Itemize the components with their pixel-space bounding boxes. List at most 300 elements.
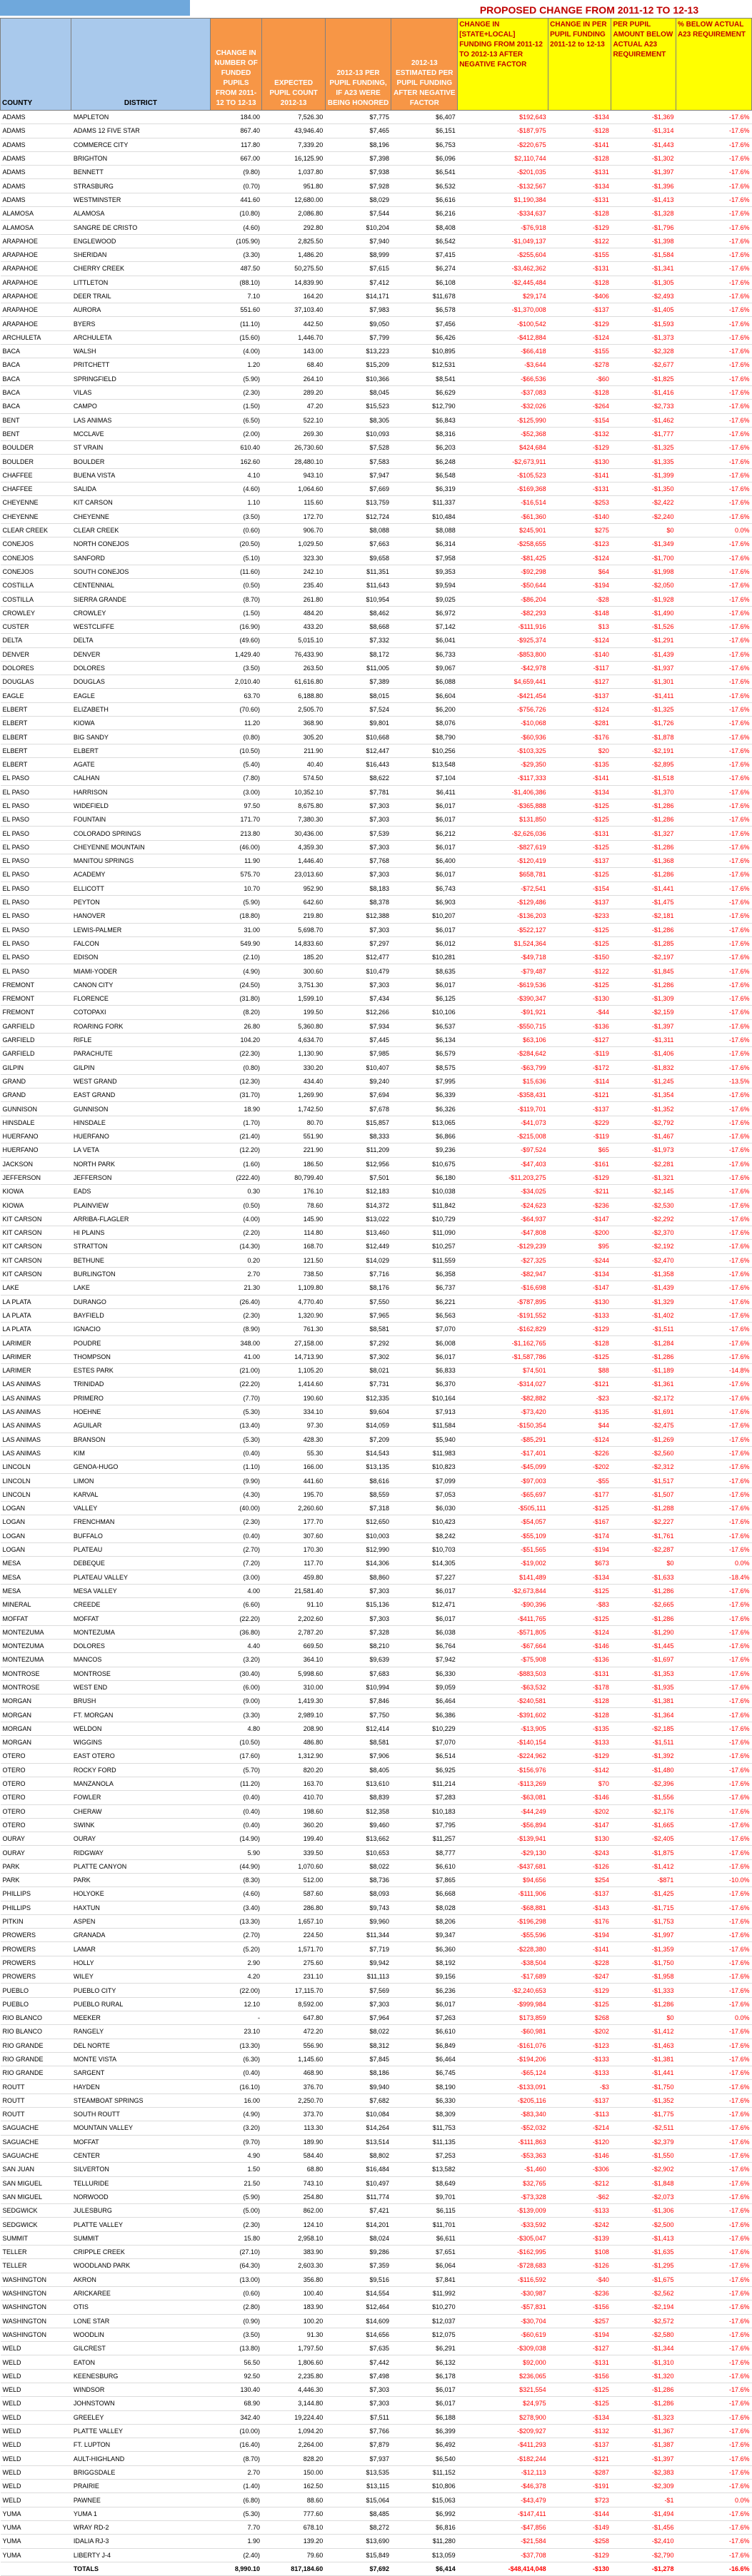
cell-county: EL PASO — [1, 868, 71, 882]
cell-amount-below: -$1,456 — [611, 2520, 676, 2534]
cell-expected-count: 410.70 — [262, 1791, 325, 1804]
cell-per-pupil-negative: $6,180 — [391, 1171, 458, 1184]
cell-change-pupils: (15.60) — [210, 330, 262, 344]
cell-change-funding: -$129,486 — [458, 895, 548, 909]
cell-change-funding: -$10,068 — [458, 717, 548, 730]
cell-county: ADAMS — [1, 124, 71, 138]
cell-change-funding: -$63,081 — [458, 1791, 548, 1804]
table-row — [1, 1171, 752, 1184]
cell-change-funding: -$228,380 — [458, 1942, 548, 1956]
cell-per-pupil-negative: $6,610 — [391, 1859, 458, 1873]
table-row — [1, 179, 752, 193]
cell-amount-below: -$2,192 — [611, 1240, 676, 1253]
cell-amount-below: -$1,349 — [611, 537, 676, 551]
cell-amount-below: -$1,467 — [611, 1129, 676, 1143]
cell-per-pupil-a23: $8,088 — [325, 523, 391, 537]
table-row — [1, 2507, 752, 2520]
cell-change-pupils: (13.40) — [210, 1419, 262, 1433]
cell-percent-below: -17.6% — [676, 2190, 751, 2203]
cell-district: SPRINGFIELD — [71, 372, 210, 385]
cell-change-pupils: (222.40) — [210, 1171, 262, 1184]
table-row — [1, 496, 752, 510]
cell-county: LARIMER — [1, 1364, 71, 1378]
table-row — [1, 1612, 752, 1625]
cell-expected-count: 1,742.50 — [262, 1102, 325, 1116]
cell-change-per-pupil: -$128 — [548, 1708, 611, 1722]
cell-change-funding: -$314,027 — [458, 1378, 548, 1391]
cell-percent-below: -17.6% — [676, 772, 751, 785]
cell-expected-count: 434.40 — [262, 1074, 325, 1088]
cell-per-pupil-negative: $13,065 — [391, 1116, 458, 1129]
cell-county: SEDGWICK — [1, 2218, 71, 2231]
cell-change-pupils: 5.90 — [210, 1846, 262, 1859]
cell-change-per-pupil: -$129 — [548, 317, 611, 330]
header-per-pupil-a23: 2012-13 PER PUPIL FUNDING, IF A23 WERE BEING HONORED — [325, 19, 391, 111]
cell-change-funding: -$728,683 — [458, 2259, 548, 2273]
table-row — [1, 840, 752, 854]
cell-expected-count: 584.40 — [262, 2148, 325, 2162]
cell-per-pupil-negative: $11,337 — [391, 496, 458, 510]
cell-per-pupil-negative: $6,616 — [391, 193, 458, 206]
cell-per-pupil-negative: $8,076 — [391, 717, 458, 730]
cell-change-pupils: (12.30) — [210, 1074, 262, 1088]
cell-percent-below: -17.6% — [676, 868, 751, 882]
table-row — [1, 2480, 752, 2493]
cell-change-per-pupil: -$228 — [548, 1956, 611, 1969]
cell-change-per-pupil: $723 — [548, 2493, 611, 2507]
cell-change-per-pupil: -$128 — [548, 1694, 611, 1708]
cell-district: CREEDE — [71, 1598, 210, 1612]
table-row — [1, 413, 752, 427]
cell-amount-below: -$2,562 — [611, 2286, 676, 2300]
cell-percent-below: -17.6% — [676, 964, 751, 978]
cell-percent-below: -17.6% — [676, 2480, 751, 2493]
cell-per-pupil-negative: $6,407 — [391, 111, 458, 124]
cell-county: EL PASO — [1, 840, 71, 854]
cell-change-funding: $94,656 — [458, 1874, 548, 1887]
cell-per-pupil-a23: $12,724 — [325, 510, 391, 523]
cell-change-funding: $1,524,364 — [458, 936, 548, 950]
cell-change-funding: -$756,726 — [458, 702, 548, 716]
cell-percent-below: -17.6% — [676, 2231, 751, 2245]
cell-per-pupil-a23: $10,479 — [325, 964, 391, 978]
cell-amount-below: -$1,333 — [611, 1984, 676, 1997]
cell-amount-below: -$2,560 — [611, 1446, 676, 1460]
cell-per-pupil-a23: $8,186 — [325, 2066, 391, 2080]
cell-expected-count: 777.60 — [262, 2507, 325, 2520]
table-row — [1, 1557, 752, 1570]
cell-amount-below: -$1,325 — [611, 702, 676, 716]
cell-amount-below: -$1,369 — [611, 111, 676, 124]
cell-change-funding: -$37,083 — [458, 385, 548, 399]
cell-change-funding: -$220,675 — [458, 138, 548, 151]
cell-change-per-pupil: -$124 — [548, 634, 611, 647]
cell-per-pupil-a23: $8,581 — [325, 1323, 391, 1336]
cell-amount-below: -$1,286 — [611, 923, 676, 936]
cell-district: MANCOS — [71, 1653, 210, 1667]
cell-change-funding: -$139,941 — [458, 1832, 548, 1846]
cell-per-pupil-negative: $6,178 — [391, 2369, 458, 2383]
cell-per-pupil-negative: $6,578 — [391, 303, 458, 317]
cell-per-pupil-a23: $8,045 — [325, 385, 391, 399]
cell-amount-below: -$2,790 — [611, 2548, 676, 2562]
cell-change-pupils: 41.00 — [210, 1350, 262, 1363]
cell-district: PRITCHETT — [71, 358, 210, 372]
cell-per-pupil-negative: $11,257 — [391, 1832, 458, 1846]
cell-district: NORWOOD — [71, 2190, 210, 2203]
cell-district: WIGGINS — [71, 1736, 210, 1749]
cell-district: PEYTON — [71, 895, 210, 909]
cell-county: WELD — [1, 2424, 71, 2438]
cell-percent-below: -17.6% — [676, 799, 751, 812]
cell-county: GILPIN — [1, 1061, 71, 1074]
cell-district: BENNETT — [71, 166, 210, 179]
cell-change-funding: -$19,002 — [458, 1557, 548, 1570]
cell-district: ROCKY FORD — [71, 1763, 210, 1777]
cell-percent-below: -17.6% — [676, 2039, 751, 2052]
cell-percent-below: -17.6% — [676, 2108, 751, 2121]
cell-expected-count: 1,037.80 — [262, 166, 325, 179]
cell-district: LAS ANIMAS — [71, 413, 210, 427]
cell-change-funding: -$309,038 — [458, 2342, 548, 2355]
cell-amount-below: -$2,181 — [611, 909, 676, 923]
cell-percent-below: -17.6% — [676, 1722, 751, 1735]
cell-expected-count: 269.30 — [262, 427, 325, 440]
cell-expected-count: 3,144.80 — [262, 2397, 325, 2410]
cell-change-per-pupil: -$122 — [548, 964, 611, 978]
cell-expected-count: 486.80 — [262, 1736, 325, 1749]
cell-expected-count: 2,989.10 — [262, 1708, 325, 1722]
cell-percent-below: -17.6% — [676, 441, 751, 455]
cell-change-per-pupil: -$137 — [548, 2093, 611, 2107]
cell-per-pupil-negative: $6,399 — [391, 2424, 458, 2438]
cell-per-pupil-a23: $13,610 — [325, 1777, 391, 1790]
cell-amount-below: -$1,361 — [611, 1378, 676, 1391]
cell-expected-count: 2,505.70 — [262, 702, 325, 716]
cell-per-pupil-negative: $7,841 — [391, 2273, 458, 2286]
cell-change-funding: -$85,291 — [458, 1433, 548, 1446]
cell-percent-below: -17.6% — [676, 276, 751, 289]
cell-per-pupil-a23: $7,775 — [325, 111, 391, 124]
cell-per-pupil-negative: $10,256 — [391, 744, 458, 757]
cell-per-pupil-a23: $9,516 — [325, 2273, 391, 2286]
cell-county: ARAPAHOE — [1, 303, 71, 317]
cell-per-pupil-negative: $11,280 — [391, 2535, 458, 2548]
cell-expected-count: 190.60 — [262, 1391, 325, 1405]
cell-change-pupils: (16.40) — [210, 2438, 262, 2452]
table-row — [1, 400, 752, 413]
cell-change-funding: -$111,863 — [458, 2135, 548, 2148]
cell-per-pupil-negative: $6,540 — [391, 2452, 458, 2465]
cell-per-pupil-a23: $12,183 — [325, 1185, 391, 1198]
cell-percent-below: -17.6% — [676, 634, 751, 647]
cell-district: DEER TRAIL — [71, 289, 210, 303]
cell-county: WELD — [1, 2452, 71, 2465]
cell-per-pupil-a23: $13,514 — [325, 2135, 391, 2148]
cell-per-pupil-negative: $11,584 — [391, 1419, 458, 1433]
header-county: COUNTY — [1, 19, 71, 111]
cell-change-per-pupil: -$287 — [548, 2465, 611, 2479]
cell-county: KIT CARSON — [1, 1226, 71, 1240]
cell-county: KIT CARSON — [1, 1212, 71, 1226]
cell-amount-below: -$1,526 — [611, 620, 676, 633]
cell-district: PLATTE VALLEY — [71, 2424, 210, 2438]
cell-per-pupil-negative: $6,319 — [391, 483, 458, 496]
cell-county: ALAMOSA — [1, 207, 71, 221]
cell-per-pupil-a23: $10,653 — [325, 1846, 391, 1859]
cell-county: MESA — [1, 1557, 71, 1570]
cell-district: TELLURIDE — [71, 2176, 210, 2190]
cell-percent-below: -17.6% — [676, 1653, 751, 1667]
table-row — [1, 689, 752, 702]
cell-change-pupils: (5.30) — [210, 2507, 262, 2520]
cell-change-per-pupil: -$137 — [548, 1887, 611, 1901]
cell-change-funding: -$47,403 — [458, 1157, 548, 1171]
cell-change-pupils: (2.20) — [210, 1226, 262, 1240]
cell-county: ARAPAHOE — [1, 234, 71, 248]
cell-expected-count: 224.50 — [262, 1929, 325, 1942]
cell-per-pupil-negative: $11,992 — [391, 2286, 458, 2300]
table-row — [1, 1708, 752, 1722]
cell-per-pupil-negative: $6,108 — [391, 276, 458, 289]
cell-change-funding: -$205,116 — [458, 2093, 548, 2107]
cell-change-funding: -$33,592 — [458, 2218, 548, 2231]
cell-per-pupil-negative: $10,106 — [391, 1006, 458, 1019]
cell-per-pupil-negative: $6,326 — [391, 1102, 458, 1116]
cell-county: RIO GRANDE — [1, 2039, 71, 2052]
cell-change-funding: $29,174 — [458, 289, 548, 303]
cell-amount-below: -$1,845 — [611, 964, 676, 978]
cell-per-pupil-negative: $9,701 — [391, 2190, 458, 2203]
cell-per-pupil-negative: $6,745 — [391, 2066, 458, 2080]
cell-district: COTOPAXI — [71, 1006, 210, 1019]
cell-district: BRIGGSDALE — [71, 2465, 210, 2479]
cell-county: MONTEZUMA — [1, 1639, 71, 1652]
cell-amount-below: -$2,383 — [611, 2465, 676, 2479]
cell-percent-below: -17.6% — [676, 1749, 751, 1763]
cell-per-pupil-negative: $6,236 — [391, 1984, 458, 1997]
cell-change-pupils: (0.50) — [210, 579, 262, 592]
cell-district: DURANGO — [71, 1295, 210, 1308]
cell-change-pupils: (0.40) — [210, 1791, 262, 1804]
cell-change-funding: -$41,073 — [458, 1116, 548, 1129]
cell-amount-below: -$1,286 — [611, 1350, 676, 1363]
cell-amount-below: -$1,286 — [611, 1584, 676, 1597]
cell-percent-below: -17.6% — [676, 1625, 751, 1639]
cell-district: BRIGHTON — [71, 151, 210, 165]
table-row — [1, 427, 752, 440]
cell-expected-count: 8,675.80 — [262, 799, 325, 812]
cell-change-per-pupil: -$155 — [548, 248, 611, 261]
cell-percent-below: -17.6% — [676, 483, 751, 496]
cell-county: LINCOLN — [1, 1460, 71, 1474]
cell-per-pupil-a23: $7,539 — [325, 827, 391, 840]
cell-amount-below: -$1,412 — [611, 1859, 676, 1873]
table-row — [1, 1212, 752, 1226]
cell-expected-count: 100.20 — [262, 2314, 325, 2328]
cell-expected-count: 164.20 — [262, 289, 325, 303]
cell-change-per-pupil: -$128 — [548, 207, 611, 221]
table-row — [1, 2190, 752, 2203]
cell-county: ROUTT — [1, 2093, 71, 2107]
cell-change-per-pupil: -$194 — [548, 579, 611, 592]
cell-expected-count: 2,260.60 — [262, 1501, 325, 1515]
cell-amount-below: -$1,463 — [611, 2039, 676, 2052]
cell-per-pupil-a23: $13,022 — [325, 1212, 391, 1226]
table-row — [1, 551, 752, 565]
table-row — [1, 964, 752, 978]
table-row — [1, 978, 752, 991]
cell-county: OTERO — [1, 1749, 71, 1763]
cell-expected-count: 219.80 — [262, 909, 325, 923]
cell-per-pupil-negative: $6,008 — [391, 1336, 458, 1350]
cell-per-pupil-a23: $7,328 — [325, 1625, 391, 1639]
cell-change-per-pupil: -$147 — [548, 1281, 611, 1295]
cell-amount-below: -$1,314 — [611, 124, 676, 138]
cell-percent-below: -17.6% — [676, 1212, 751, 1226]
cell-change-per-pupil: -$177 — [548, 1487, 611, 1501]
table-row — [1, 345, 752, 358]
cell-amount-below: -$1,354 — [611, 1089, 676, 1102]
cell-expected-count: 1,070.60 — [262, 1859, 325, 1873]
cell-per-pupil-a23: $7,678 — [325, 1102, 391, 1116]
cell-per-pupil-a23: $12,335 — [325, 1391, 391, 1405]
cell-county: RIO GRANDE — [1, 2066, 71, 2080]
cell-county: WELD — [1, 2480, 71, 2493]
cell-expected-count: 1,145.60 — [262, 2052, 325, 2066]
cell-expected-count: 574.50 — [262, 772, 325, 785]
cell-expected-count: 76,433.90 — [262, 647, 325, 661]
cell-county: LAS ANIMAS — [1, 1391, 71, 1405]
cell-percent-below: -17.6% — [676, 358, 751, 372]
cell-per-pupil-a23: $7,303 — [325, 813, 391, 827]
cell-county: PITKIN — [1, 1914, 71, 1928]
cell-amount-below: -$1,311 — [611, 1033, 676, 1046]
cell-change-funding: -$67,664 — [458, 1639, 548, 1652]
cell-per-pupil-a23: $7,445 — [325, 1033, 391, 1046]
cell-district: MANITOU SPRINGS — [71, 854, 210, 868]
cell-amount-below: -$2,191 — [611, 744, 676, 757]
cell-expected-count: 231.10 — [262, 1970, 325, 1984]
table-row — [1, 1832, 752, 1846]
cell-expected-count: 176.10 — [262, 1185, 325, 1198]
cell-expected-count: 150.00 — [262, 2465, 325, 2479]
cell-per-pupil-negative: $8,790 — [391, 730, 458, 744]
cell-county: WELD — [1, 2397, 71, 2410]
cell-amount-below: -$1,284 — [611, 1336, 676, 1350]
cell-change-per-pupil: $108 — [548, 2246, 611, 2259]
cell-district: DOLORES — [71, 661, 210, 675]
cell-amount-below: -$1,321 — [611, 1171, 676, 1184]
cell-change-pupils: (2.30) — [210, 2218, 262, 2231]
cell-amount-below: -$1,278 — [611, 2562, 676, 2575]
cell-expected-count: 442.50 — [262, 317, 325, 330]
cell-amount-below: -$1,286 — [611, 813, 676, 827]
cell-change-per-pupil: -$142 — [548, 1763, 611, 1777]
cell-amount-below: -$1,245 — [611, 1074, 676, 1088]
cell-percent-below: -17.6% — [676, 592, 751, 606]
cell-change-funding: -$2,445,484 — [458, 276, 548, 289]
cell-change-funding: -$196,298 — [458, 1914, 548, 1928]
cell-percent-below: -17.6% — [676, 1542, 751, 1556]
cell-per-pupil-negative: $6,115 — [391, 2204, 458, 2218]
cell-change-funding: -$91,921 — [458, 1006, 548, 1019]
cell-expected-count: 339.50 — [262, 1846, 325, 1859]
cell-per-pupil-negative: $8,316 — [391, 427, 458, 440]
cell-county: KIT CARSON — [1, 1267, 71, 1281]
cell-change-per-pupil: -$244 — [548, 1253, 611, 1267]
cell-district: ARCHULETA — [71, 330, 210, 344]
cell-per-pupil-negative: $6,541 — [391, 166, 458, 179]
cell-change-funding: -$47,808 — [458, 1226, 548, 1240]
cell-change-per-pupil: -$141 — [548, 1942, 611, 1956]
cell-change-pupils: (22.00) — [210, 1984, 262, 1997]
cell-percent-below: -17.6% — [676, 2438, 751, 2452]
cell-change-pupils: 4.90 — [210, 2148, 262, 2162]
cell-per-pupil-negative: $9,594 — [391, 579, 458, 592]
cell-change-pupils: (5.90) — [210, 2190, 262, 2203]
cell-per-pupil-negative: $6,400 — [391, 854, 458, 868]
cell-district: PLATTE CANYON — [71, 1859, 210, 1873]
cell-change-funding: -$12,113 — [458, 2465, 548, 2479]
cell-district: NORTH PARK — [71, 1157, 210, 1171]
cell-per-pupil-negative: $6,925 — [391, 1763, 458, 1777]
table-row — [1, 303, 752, 317]
cell-district: PARACHUTE — [71, 1047, 210, 1061]
cell-district: WINDSOR — [71, 2383, 210, 2396]
cell-change-per-pupil: -$236 — [548, 1198, 611, 1212]
cell-percent-below: -17.6% — [676, 2121, 751, 2135]
cell-per-pupil-negative: $6,017 — [391, 813, 458, 827]
cell-change-pupils: (0.40) — [210, 2066, 262, 2080]
cell-per-pupil-negative: $6,314 — [391, 537, 458, 551]
cell-percent-below: -17.6% — [676, 1846, 751, 1859]
cell-change-pupils: 1.90 — [210, 2535, 262, 2548]
cell-district: MONTROSE — [71, 1667, 210, 1680]
cell-change-per-pupil: -$176 — [548, 1914, 611, 1928]
cell-per-pupil-negative: $6,017 — [391, 2397, 458, 2410]
sheet-title: PROPOSED CHANGE FROM 2011-12 TO 12-13 — [479, 4, 699, 16]
cell-amount-below: -$1,825 — [611, 372, 676, 385]
cell-percent-below: -17.6% — [676, 717, 751, 730]
cell-amount-below: -$1,309 — [611, 992, 676, 1006]
cell-amount-below: -$1,973 — [611, 1143, 676, 1157]
cell-county: SAN MIGUEL — [1, 2176, 71, 2190]
cell-amount-below: -$2,370 — [611, 1226, 676, 1240]
cell-expected-count: 47.20 — [262, 400, 325, 413]
cell-change-pupils: (4.60) — [210, 1887, 262, 1901]
cell-county: KIOWA — [1, 1185, 71, 1198]
table-row — [1, 2314, 752, 2328]
cell-change-funding: -$161,076 — [458, 2039, 548, 2052]
cell-change-funding: -$55,596 — [458, 1929, 548, 1942]
cell-district: PLAINVIEW — [71, 1198, 210, 1212]
cell-district: BETHUNE — [71, 1253, 210, 1267]
cell-percent-below: -17.6% — [676, 1019, 751, 1033]
cell-change-per-pupil: -$137 — [548, 2438, 611, 2452]
cell-expected-count: 8,592.00 — [262, 1997, 325, 2011]
cell-district: PARK — [71, 1874, 210, 1887]
cell-per-pupil-negative: $6,017 — [391, 868, 458, 882]
cell-county: MONTEZUMA — [1, 1625, 71, 1639]
cell-amount-below: -$2,145 — [611, 1185, 676, 1198]
cell-change-pupils: (13.30) — [210, 1914, 262, 1928]
cell-district: CROWLEY — [71, 606, 210, 620]
cell-amount-below: -$2,176 — [611, 1804, 676, 1818]
cell-district: MOFFAT — [71, 1612, 210, 1625]
cell-change-funding: -$411,293 — [458, 2438, 548, 2452]
cell-percent-below: -17.6% — [676, 1350, 751, 1363]
